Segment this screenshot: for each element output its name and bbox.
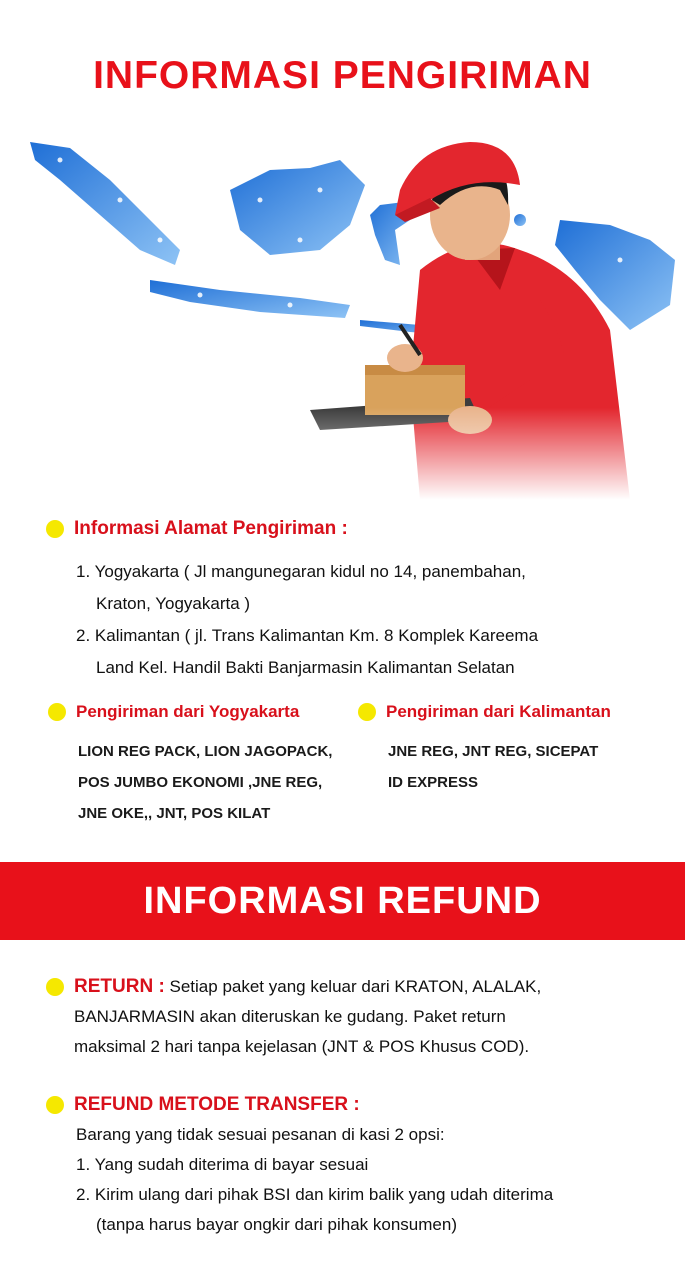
refund-title-banner: INFORMASI REFUND [0, 862, 685, 940]
address-item-1-line1: 1. Yogyakarta ( Jl mangunegaran kidul no 14, panembahan, [76, 562, 526, 581]
refund-transfer-intro: Barang yang tidak sesuai pesanan di kasi 2 opsi: [76, 1125, 445, 1144]
return-text-line2: BANJARMASIN akan diteruskan ke gudang. Paket return [74, 1007, 506, 1026]
yellow-bullet-icon [358, 703, 376, 721]
address-heading: Informasi Alamat Pengiriman : [74, 518, 348, 539]
return-label: RETURN : [74, 976, 165, 997]
return-text-line3: maksimal 2 hari tanpa kejelasan (JNT & POS Khusus COD). [74, 1037, 530, 1056]
page-title: INFORMASI PENGIRIMAN [93, 54, 592, 97]
address-list [76, 556, 666, 684]
refund-option-2-line2: (tanpa harus bayar ongkir dari pihak konsumen) [96, 1215, 457, 1234]
shipping-kalimantan-heading: Pengiriman dari Kalimantan [386, 702, 611, 721]
address-item-2-line2: Land Kel. Handil Bakti Banjarmasin Kalimantan Selatan [96, 658, 515, 677]
shipping-yogyakarta-line: JNE OKE,, JNT, POS KILAT [78, 805, 271, 822]
shipping-yogyakarta [48, 702, 348, 829]
refund-option-2-line1: 2. Kirim ulang dari pihak BSI dan kirim balik yang udah diterima [76, 1185, 554, 1204]
refund-option-1: 1. Yang sudah diterima di bayar sesuai [76, 1155, 369, 1174]
return-section [46, 972, 646, 1062]
shipping-kalimantan-line: JNE REG, JNT REG, SICEPAT [388, 743, 599, 760]
shipping-yogyakarta-heading: Pengiriman dari Yogyakarta [76, 702, 300, 721]
shipping-yogyakarta-line: LION REG PACK, LION JAGOPACK, [78, 743, 333, 760]
shipping-kalimantan-line: ID EXPRESS [388, 774, 479, 791]
refund-transfer-label: REFUND METODE TRANSFER : [74, 1094, 360, 1115]
return-text-line1: Setiap paket yang keluar dari KRATON, ALALAK, [169, 977, 542, 996]
yellow-bullet-icon [46, 1096, 64, 1114]
address-item-1-line2: Kraton, Yogyakarta ) [96, 594, 251, 613]
yellow-bullet-icon [46, 520, 64, 538]
yellow-bullet-icon [48, 703, 66, 721]
courier-map-illustration [0, 130, 685, 500]
shipping-kalimantan [358, 702, 658, 798]
refund-transfer-section [46, 1090, 646, 1240]
address-heading-row [46, 518, 348, 540]
shipping-yogyakarta-line: POS JUMBO EKONOMI ,JNE REG, [78, 774, 323, 791]
address-item-2-line1: 2. Kalimantan ( jl. Trans Kalimantan Km. 8 Komplek Kareema [76, 626, 539, 645]
yellow-bullet-icon [46, 978, 64, 996]
